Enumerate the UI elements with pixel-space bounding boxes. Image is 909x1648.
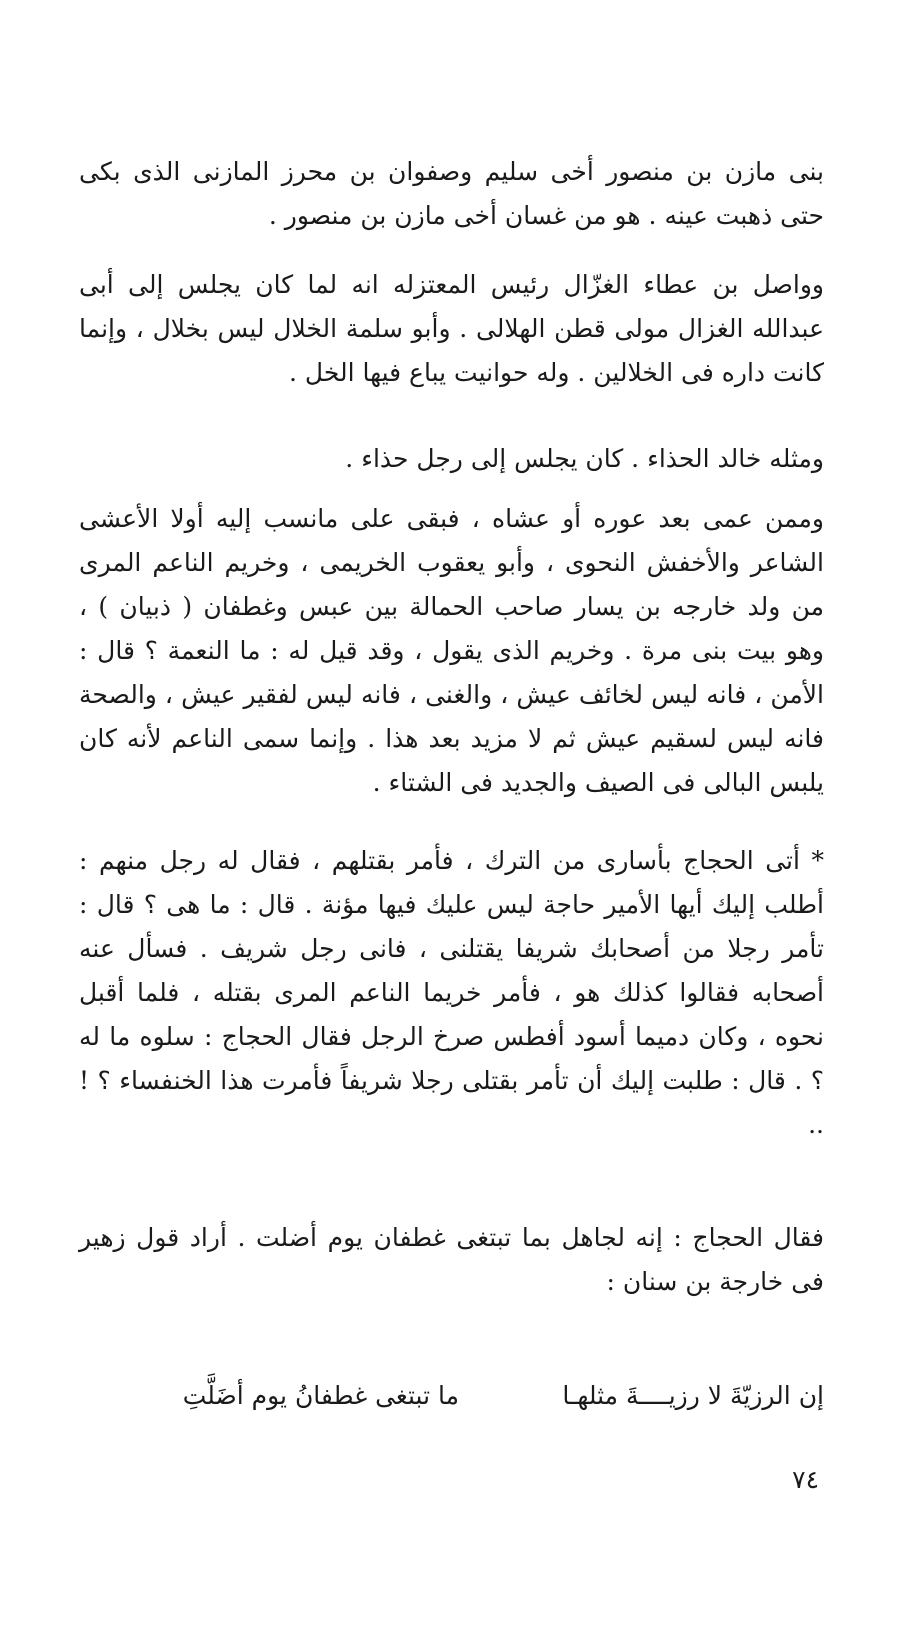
paragraph-blind: وممن عمى بعد عوره أو عشاه ، فبقى على مانسب إليه أولا الأعشى الشاعر والأخفش النحوى ، وأبو يعقوب الخريمى ، وخريم الناعم المرى من ولد خارجه بن يسار صاحب الحمالة بين عبس وغطفان ( ذبيان ) ، وهو بيت بنى مرة . وخريم الذى يقول ، وقد قيل له : ما النعمة ؟ قال : الأمن ، فانه ليس لخائف عيش ، والغنى ، فانه ليس لفقير عيش ، والصحة فانه ليس لسقيم عيش ثم لا مزيد بعد هذا . وإنما سمى الناعم لأنه كان يلبس البالى فى الصيف والجديد فى الشتاء . xyxy=(79,504,824,797)
verse-second-hemistich: ما تبتغى غطفانُ يوم أضَلَّتِ xyxy=(182,1381,459,1410)
page-number: ٧٤ xyxy=(792,1465,819,1494)
verse-first-hemistich: إن الرزيّةَ لا رزيــــةَ مثلهـا xyxy=(562,1381,824,1410)
poetry-verse xyxy=(79,1374,824,1418)
paragraph-zuhair-intro: فقال الحجاج : إنه لجاهل بما تبتغى غطفان يوم أضلت . أراد قول زهير فى خارجة بن سنان : xyxy=(79,1223,824,1296)
paragraph-hajjaj: * أتى الحجاج بأسارى من الترك ، فأمر بقتلهم ، فقال له رجل منهم : أطلب إليك أيها الأمير حاجة ليس عليك فيها مؤنة . قال : ما هى ؟ قال : تأمر رجلا من أصحابك شريفا يقتلنى ، فانى رجل شريف . فسأل عنه أصحابه فقالوا كذلك هو ، فأمر خريما الناعم المرى بقتله ، فلما أقبل نحوه ، وكان دميما أسود أفطس صرخ الرجل فقال الحجاج : سلوه ما له ؟ . قال : طلبت إليك أن تأمر بقتلى رجلا شريفاً فأمرت هذا الخنفساء ؟ ! .. xyxy=(79,846,824,1139)
paragraph-mazin: بنى مازن بن منصور أخى سليم وصفوان بن محرز المازنى الذى بكى حتى ذهبت عينه . هو من غسان أخى مازن بن منصور . xyxy=(79,157,824,230)
paragraph-khalid: ومثله خالد الحذاء . كان يجلس إلى رجل حذاء . xyxy=(345,444,824,473)
paragraph-wasil: وواصل بن عطاء الغزّال رئيس المعتزله انه لما كان يجلس إلى أبى عبدالله الغزال مولى قطن الهلالى . وأبو سلمة الخلال ليس بخلال ، وإنما كانت داره فى الخلالين . وله حوانيت يباع فيها الخل . xyxy=(79,270,824,387)
